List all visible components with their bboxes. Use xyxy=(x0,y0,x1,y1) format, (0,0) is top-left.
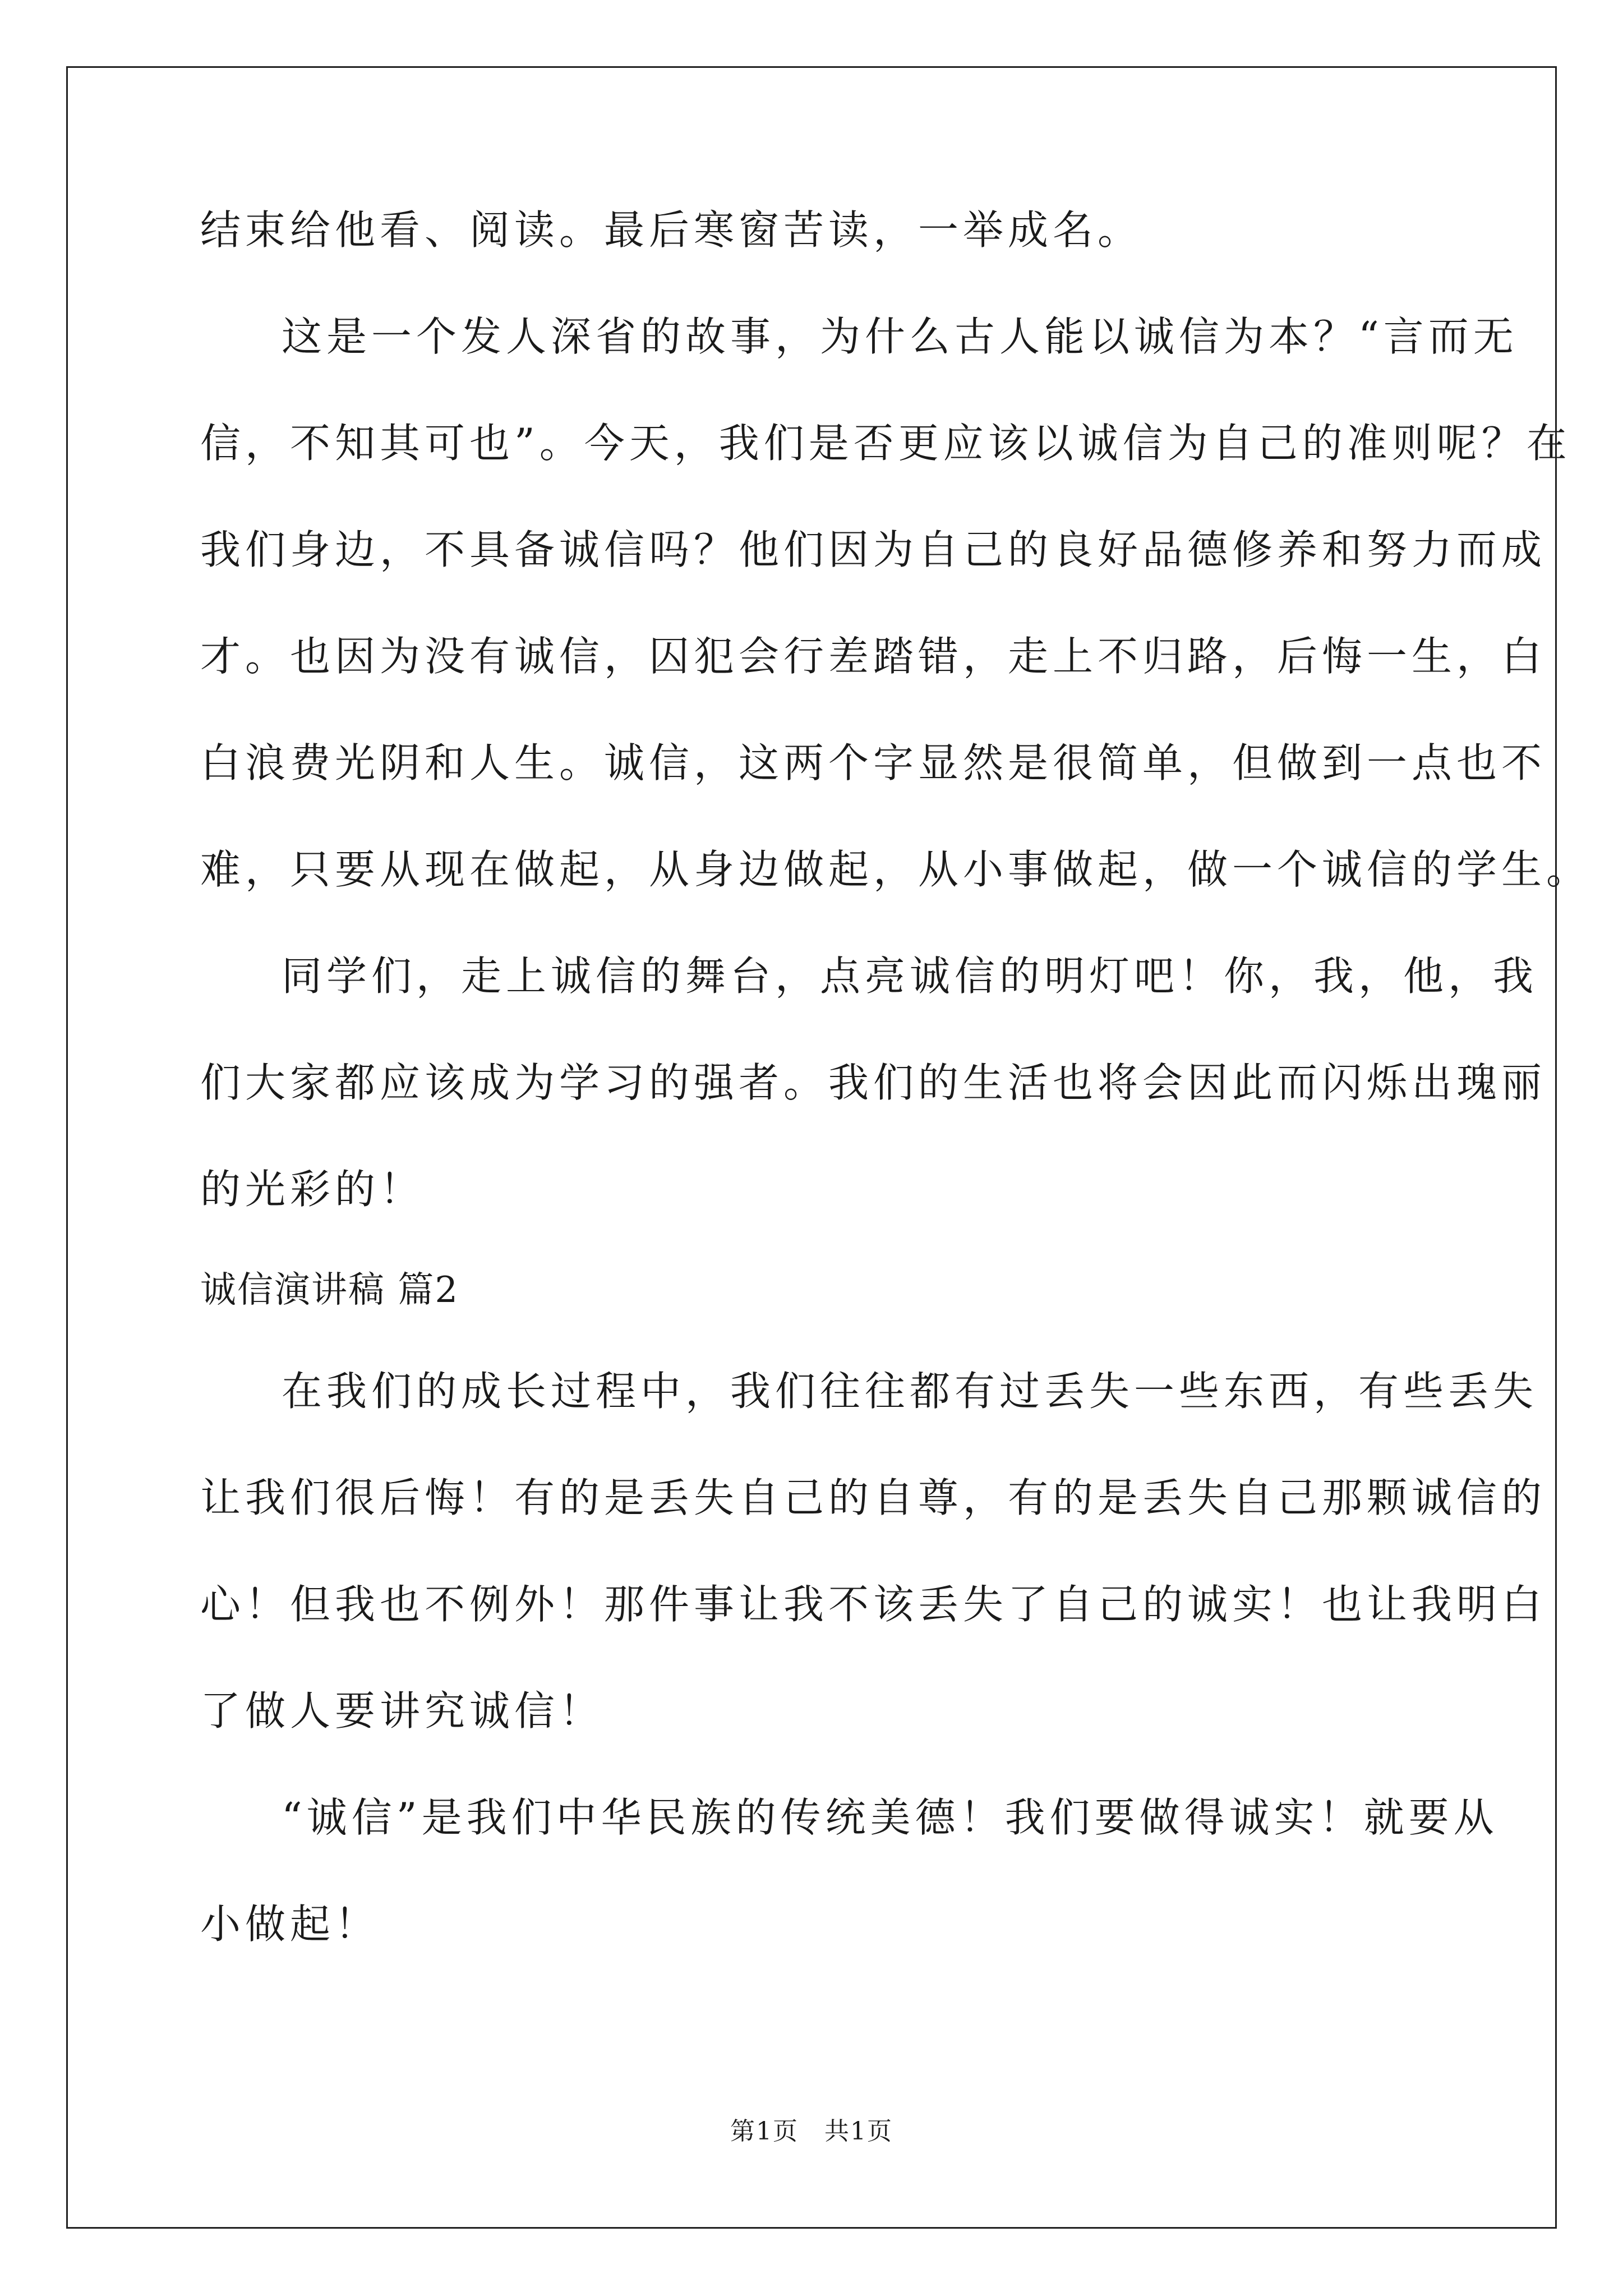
paragraph-line: 白浪费光阴和人生。诚信，这两个字显然是很简单，但做到一点也不 xyxy=(200,739,1547,786)
paragraph-line: 同学们，走上诚信的舞台，点亮诚信的明灯吧！你，我，他，我 xyxy=(282,953,1538,1000)
paragraph-line: 这是一个发人深省的故事，为什么古人能以诚信为本？“言而无 xyxy=(282,313,1518,360)
paragraph-line: 才。也因为没有诚信，囚犯会行差踏错，走上不归路，后悔一生，白 xyxy=(200,633,1547,680)
page-footer: 第1页 共1页 xyxy=(730,2117,893,2146)
paragraph-line: 了做人要讲究诚信！ xyxy=(200,1687,605,1734)
paragraph-line: 心！但我也不例外！那件事让我不该丢失了自己的诚实！也让我明白 xyxy=(200,1581,1547,1628)
paragraph-line: “诚信”是我们中华民族的传统美德！我们要做得诚实！就要从 xyxy=(282,1794,1498,1841)
paragraph-line: 信，不知其可也”。今天，我们是否更应该以诚信为自己的准则呢？在 xyxy=(200,420,1571,467)
paragraph-line: 结束给他看、阅读。最后寒窗苦读，一举成名。 xyxy=(200,206,1143,254)
paragraph-line: 们大家都应该成为学习的强者。我们的生活也将会因此而闪烁出瑰丽 xyxy=(200,1059,1547,1106)
paragraph-line: 在我们的成长过程中，我们往往都有过丢失一些东西，有些丢失 xyxy=(282,1368,1538,1415)
paragraph-line: 我们身边，不具备诚信吗？他们因为自己的良好品德修养和努力而成 xyxy=(200,526,1547,573)
paragraph-line: 小做起！ xyxy=(200,1901,380,1948)
paragraph-line: 让我们很后悔！有的是丢失自己的自尊，有的是丢失自己那颗诚信的 xyxy=(200,1474,1547,1521)
section-heading: 诚信演讲稿 篇2 xyxy=(200,1269,459,1311)
paragraph-line: 难，只要从现在做起，从身边做起，从小事做起，做一个诚信的学生。 xyxy=(200,846,1592,893)
paragraph-line: 的光彩的！ xyxy=(200,1166,425,1213)
